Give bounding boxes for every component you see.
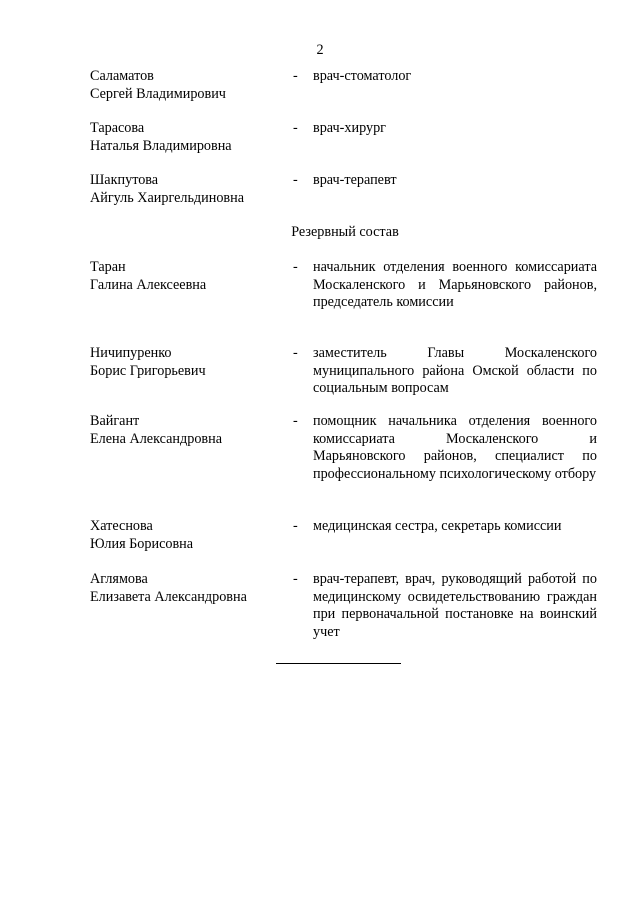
dash-separator: - xyxy=(293,413,298,429)
dash-separator: - xyxy=(293,120,298,136)
member-role: заместитель Главы Москаленского муниципального района Омской области по социальным вопросам xyxy=(313,345,597,396)
member-name xyxy=(90,259,290,294)
member-surname: Тарасова xyxy=(90,120,145,136)
dash-separator: - xyxy=(293,518,298,534)
member-name xyxy=(90,68,290,103)
member-given-name: Айгуль Хаиргельдиновна xyxy=(90,189,245,206)
member-given-name: Галина Алексеевна xyxy=(90,276,207,293)
member-given-name: Елена Александровна xyxy=(90,430,222,447)
member-name xyxy=(90,120,290,155)
member-role: медицинская сестра, секретарь комиссии xyxy=(313,518,562,534)
member-role: начальник отделения военного комиссариата Москаленского и Марьяновского районов, председатель комиссии xyxy=(313,259,597,310)
member-given-name: Наталья Владимировна xyxy=(90,137,232,154)
member-role: помощник начальника отделения военного комиссариата Москаленского и Марьяновского районов, специалист по профессиональному психологическому отбору xyxy=(313,413,597,482)
member-surname: Хатеснова xyxy=(90,518,153,534)
member-given-name: Сергей Владимирович xyxy=(90,85,226,102)
member-role: врач-хирург xyxy=(313,120,386,136)
dash-separator: - xyxy=(293,345,298,361)
member-role: врач-стоматолог xyxy=(313,68,412,84)
member-surname: Шакпутова xyxy=(90,172,159,188)
dash-separator: - xyxy=(293,571,298,587)
reserve-section-title: Резервный состав xyxy=(291,224,399,240)
member-name xyxy=(90,345,290,380)
member-surname: Аглямова xyxy=(90,571,148,587)
member-given-name: Елизавета Александровна xyxy=(90,588,247,605)
closing-rule xyxy=(276,663,401,664)
member-role: врач-терапевт, врач, руководящий работой по медицинскому освидетельствованию граждан при первоначальной постановке на воинский учет xyxy=(313,571,597,640)
dash-separator: - xyxy=(293,172,298,188)
member-given-name: Борис Григорьевич xyxy=(90,362,206,379)
member-role: врач-терапевт xyxy=(313,172,397,188)
member-surname: Вайгант xyxy=(90,413,140,429)
member-given-name: Юлия Борисовна xyxy=(90,535,194,552)
member-name xyxy=(90,413,290,448)
member-name xyxy=(90,172,290,207)
member-surname: Саламатов xyxy=(90,68,154,84)
page-number: 2 xyxy=(316,42,324,58)
member-surname: Ничипуренко xyxy=(90,345,172,361)
member-name xyxy=(90,518,290,553)
member-surname: Таран xyxy=(90,259,126,275)
dash-separator: - xyxy=(293,68,298,84)
dash-separator: - xyxy=(293,259,298,275)
member-name xyxy=(90,571,290,606)
